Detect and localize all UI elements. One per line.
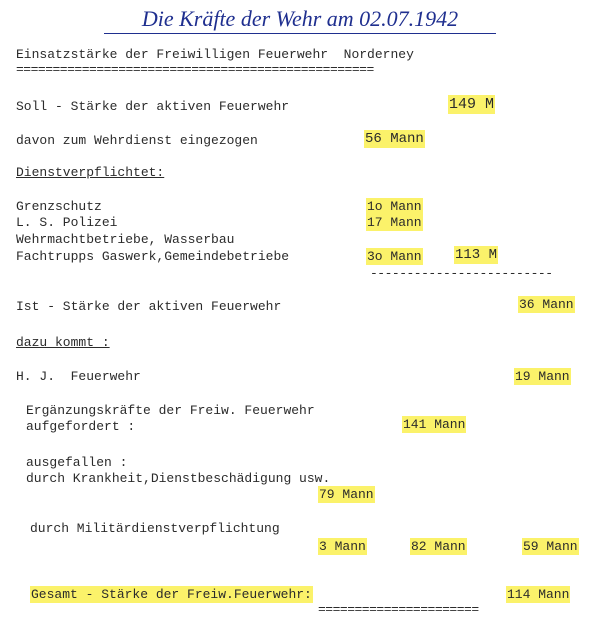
militaer-value-2: 82 Mann [411,539,466,554]
polizei-label: L. S. Polizei [16,215,118,230]
militaer-total: 59 Mann [523,539,578,554]
grenzschutz-value: 1o Mann [367,199,422,214]
soll-value: 149 M [449,96,495,113]
gesamt-value: 114 Mann [507,587,570,602]
ergaenzung-value: 141 Mann [403,417,466,432]
dienstverpflichtet-heading: Dienstverpflichtet: [16,165,165,180]
fachtrupps-label: Fachtrupps Gaswerk,Gemeindebetriebe [16,249,290,264]
wehrmacht-label: Wehrmachtbetriebe, Wasserbau [16,232,235,247]
double-rule-top: ================================================= [16,62,374,77]
militaer-value-1: 3 Mann [319,539,366,554]
gesamt-label: Gesamt - Stärke der Freiw.Feuerwehr: [31,587,312,602]
krankheit-value: 79 Mann [319,487,374,502]
wehrdienst-value: 56 Mann [365,131,424,147]
krankheit-label: durch Krankheit,Dienstbeschädigung usw. [26,471,331,486]
double-rule-bottom: ====================== [318,602,479,617]
hj-label: H. J. Feuerwehr [16,369,141,384]
page-title: Die Kräfte der Wehr am 02.07.1942 [141,6,459,31]
fachtrupps-value: 3o Mann [367,249,422,264]
ausgefallen-label: ausgefallen : [26,455,128,470]
soll-label: Soll - Stärke der aktiven Feuerwehr [16,99,290,114]
ergaenzung-label-2: aufgefordert : [26,419,136,434]
dash-rule: ------------------------- [370,266,553,281]
grenzschutz-label: Grenzschutz [16,199,102,214]
ist-value: 36 Mann [519,297,574,312]
ist-label: Ist - Stärke der aktiven Feuerwehr [16,299,282,314]
hj-value: 19 Mann [515,369,570,384]
title-underline [104,33,496,34]
document-heading: Einsatzstärke der Freiwilligen Feuerwehr Norderney [16,47,414,62]
fachtrupps-total: 113 M [455,247,498,263]
dazu-kommt-heading: dazu kommt : [16,335,110,350]
ergaenzung-label-1: Ergänzungskräfte der Freiw. Feuerwehr [26,403,315,418]
polizei-value: 17 Mann [367,215,422,230]
militaer-label: durch Militärdienstverpflichtung [30,521,280,536]
wehrdienst-label: davon zum Wehrdienst eingezogen [16,133,258,148]
